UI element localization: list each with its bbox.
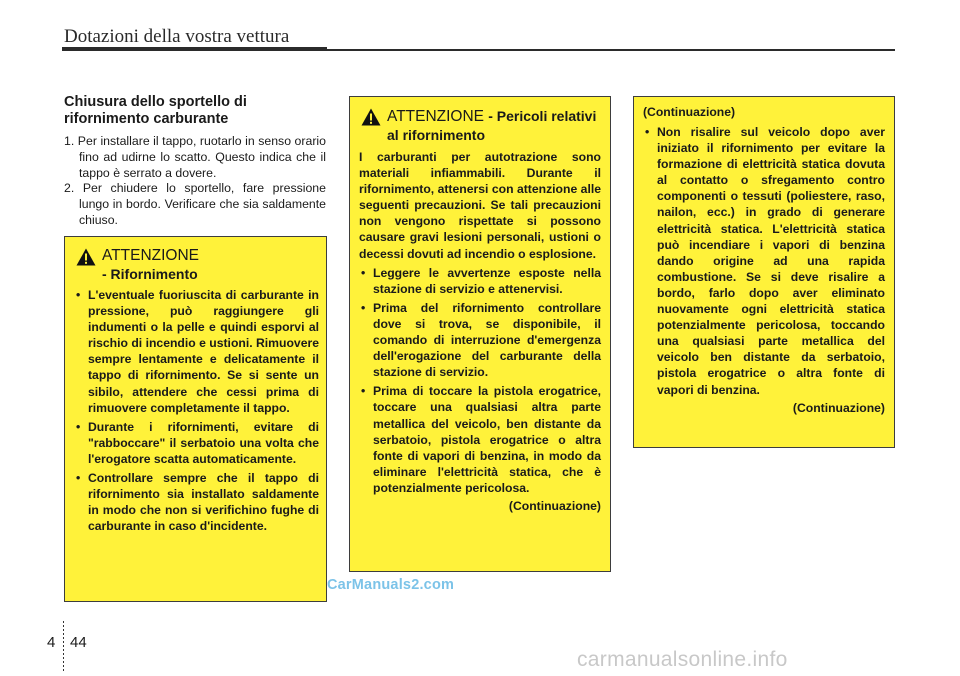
warning-subheading: - Rifornimento — [102, 266, 198, 282]
header-rule-thin — [327, 49, 895, 51]
warning-subheading: - Pericoli relativi al rifornimento — [387, 108, 597, 143]
warning-heading: ATTENZIONE — [102, 247, 200, 264]
warning-list — [643, 124, 885, 398]
warning-intro: I carburanti per autotrazione sono materiali infiammabili. Durante il rifornimento, attenersi con attenzione alle seguenti precauzioni. Se tali precauzioni non vengono rispettate si possono causare gravi lesioni personali, ustioni o decessi dovuti ad incendio o esplosione. — [359, 150, 601, 261]
warning-body — [643, 124, 885, 416]
warning-title — [359, 107, 601, 145]
warning-box-continuation — [633, 96, 895, 448]
continued-label-top: (Continuazione) — [643, 105, 736, 119]
warning-triangle-icon — [361, 108, 381, 126]
section-number: 4 — [47, 634, 56, 651]
warning-item: • Prima del rifornimento controllare dove si trova, se disponibile, il comando di interruzione d'emergenza dell'erogazione del carburante della stazione di servizio. — [359, 300, 601, 380]
continued-label: (Continuazione) — [508, 498, 601, 513]
header-rule-thick — [62, 47, 327, 51]
warning-list — [74, 287, 319, 534]
warning-item: • L'eventuale fuoriuscita di carburante in pressione, può raggiungere gli indumenti o la pelle e quindi esporvi al rischio di incendio e ustioni. Rimuovere sempre lentamente e delicatamente il tappo di rifornimento. Se si sente un sibilo, attendere che cessi prima di rimuovere completamente il tappo. — [74, 287, 319, 416]
warning-item: • Durante i rifornimenti, evitare di "rabboccare" il serbatoio una volta che l'erogatore scatta automaticamente. — [74, 419, 319, 467]
warning-list — [359, 265, 601, 496]
step-item: 1. Per installare il tappo, ruotarlo in senso orario fino ad udirne lo scatto. Questo indica che il tappo è serrato a dovere. — [64, 134, 326, 180]
step-item: 2. Per chiudere lo sportello, fare pressione lungo in bordo. Verificare che sia saldamente chiuso. — [64, 181, 326, 227]
warning-item: • Controllare sempre che il tappo di rifornimento sia installato saldamente in modo che non si verifichino fughe di carburante in caso d'incidente. — [74, 470, 319, 534]
warning-body — [359, 149, 601, 514]
page-number: 44 — [70, 634, 87, 651]
warning-heading: ATTENZIONE — [387, 108, 485, 125]
watermark-carmanuals2: CarManuals2.com — [327, 577, 455, 593]
page-header-title: Dotazioni della vostra vettura — [64, 26, 290, 47]
warning-triangle-icon — [76, 248, 96, 266]
steps-list — [64, 134, 326, 229]
warning-box-refueling — [64, 236, 327, 602]
watermark-carmanualsonline: carmanualsonline.info — [577, 648, 788, 671]
warning-item: • Prima di toccare la pistola erogatrice, toccare una qualsiasi altra parte metallica del veicolo, ben distante da serbatoio, pistola erogatrice o altra fonte di vapori di benzina, in modo da eliminare l'elettricità statica, che è potenzialmente pericolosa. — [359, 383, 601, 496]
continued-label-bottom: (Continuazione) — [792, 400, 885, 415]
section-title: Chiusura dello sportello di rifornimento carburante — [64, 94, 247, 127]
warning-item: • Leggere le avvertenze esposte nella stazione di servizio e attenervisi. — [359, 265, 601, 297]
warning-item: • Non risalire sul veicolo dopo aver iniziato il rifornimento per evitare la formazione di elettricità statica dovuta al contatto o sfregamento contro componenti o tessuti (poliestere, raso, nailon, ecc.) in grado di generare elettricità statica. L'elettricità statica può incendiare i vapori di benzina dando origine ad una rapida combustione. Se si deve risalire a bordo, farlo dopo aver eliminato nuovamente ogni elettricità statica potenzialmente pericolosa, toccando una qualsiasi parte metallica del veicolo ben distante da serbatoio, pistola erogatrice o altra fonte di vapori di benzina. — [643, 124, 885, 398]
warning-box-refueling-hazards — [349, 96, 611, 572]
warning-title — [74, 247, 319, 284]
footer-divider — [63, 621, 64, 671]
